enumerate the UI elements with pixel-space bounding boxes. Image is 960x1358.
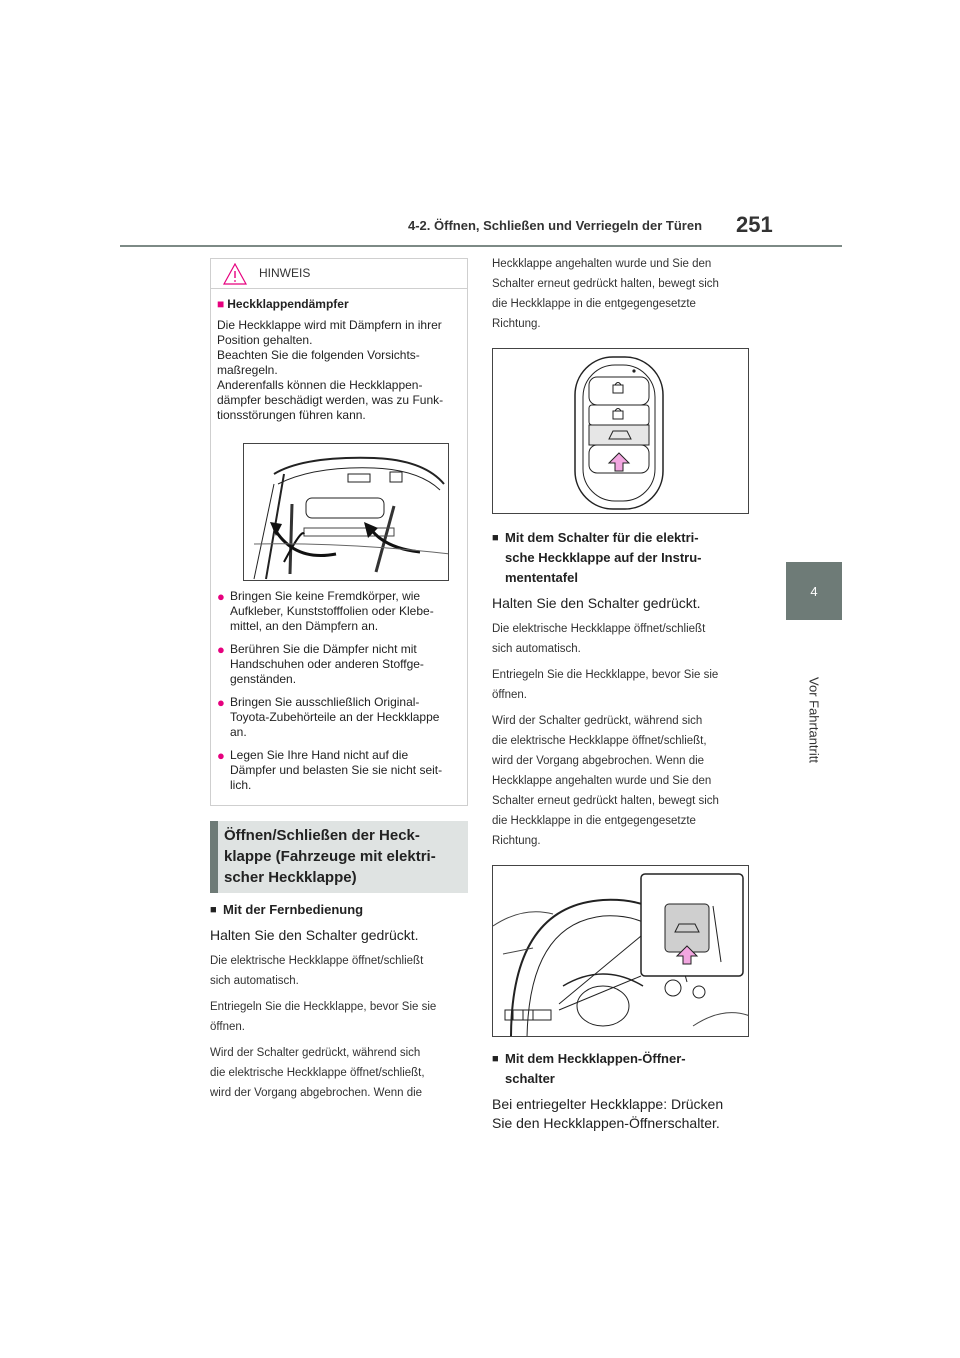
dashboard-switch-illustration (492, 865, 749, 1037)
chapter-tab[interactable]: 4 (786, 562, 842, 620)
square-bullet-icon: ■ (492, 532, 499, 544)
square-bullet-icon: ■ (210, 904, 217, 916)
opener-lead: Bei entriegelter Heckklappe: Drücken Sie den Heckklappen-Öffnerschalter. (492, 1096, 724, 1131)
warning-triangle-icon (223, 263, 247, 285)
header-rule (120, 245, 842, 247)
notice-bullet: ● Legen Sie Ihre Hand nicht auf die Dämpfer und belasten Sie sie nicht seit- lich. (217, 748, 443, 792)
notice-bullet: ● Bringen Sie keine Fremdkörper, wie Aufkleber, Kunststofffolien oder Klebe- mittel, an den Dämpfern an. (217, 589, 434, 633)
right-column (492, 254, 754, 1133)
dashboard-paragraph: Die elektrische Heckklappe öffnet/schließt sich automatisch. (492, 623, 706, 655)
bullet-dot-icon: ● (217, 748, 225, 763)
remote-key-illustration (492, 348, 749, 514)
remote-section (210, 900, 472, 1103)
running-header: 4-2. Öffnen, Schließen und Verriegeln der Türen (408, 218, 703, 233)
dashboard-heading: ■ Mit dem Schalter für die elektri- sche Heckklappe auf der Instru- mententafel (492, 528, 754, 588)
opener-heading: ■ Mit dem Heckklappen-Öffner- schalter (492, 1049, 754, 1089)
remote-paragraph: Wird der Schalter gedrückt, während sich die elektrische Heckklappe öffnet/schließt, wird der Vorgang abgebrochen. Wenn die (210, 1047, 425, 1099)
notice-paragraph: Die Heckklappe wird mit Dämpfern in ihrer Position gehalten. Beachten Sie die folgenden Vorsichts- maßregeln. Anderenfalls können die Heckklappen- dämpfer beschädigt werden, was zu Funk- tionsstörungen führen kann. (217, 318, 444, 422)
bullet-dot-icon: ● (217, 589, 225, 604)
remote-continued-paragraph: Heckklappe angehalten wurde und Sie den Schalter erneut gedrückt halten, bewegt sich die Heckklappe in die entgegengesetzte Richtung. (492, 258, 719, 330)
remote-lead: Halten Sie den Schalter gedrückt. (210, 927, 419, 943)
notice-label: HINWEIS (259, 266, 311, 280)
square-bullet-icon: ■ (492, 1053, 499, 1065)
square-bullet-icon: ■ (217, 297, 225, 311)
page-number: 251 (736, 212, 773, 237)
dashboard-paragraph: Wird der Schalter gedrückt, während sich die elektrische Heckklappe öffnet/schließt, wird der Vorgang abgebrochen. Wenn die Heckklappe angehalten wurde und Sie den Schalter erneut gedrückt halten, bewegt sich die Heckklappe in die entgegengesetzte Richtung. (492, 715, 719, 847)
tailgate-struts-illustration (243, 443, 449, 581)
chapter-label: Vor Fahrtantritt (806, 677, 822, 763)
remote-heading: ■ Mit der Fernbedienung (210, 900, 472, 920)
notice-header (211, 259, 467, 289)
notice-bullet: ● Berühren Sie die Dämpfer nicht mit Handschuhen oder anderen Stoffge- genständen. (217, 642, 424, 686)
remote-paragraph: Entriegeln Sie die Heckklappe, bevor Sie sie öffnen. (210, 1001, 437, 1033)
notice-heading: ■ Heckklappendämpfer (217, 297, 349, 311)
dashboard-lead: Halten Sie den Schalter gedrückt. (492, 595, 701, 611)
section-title: Öffnen/Schließen der Heck- klappe (Fahrzeuge mit elektri- scher Heckklappe) (210, 821, 468, 893)
notice-box (210, 258, 468, 806)
dashboard-paragraph: Entriegeln Sie die Heckklappe, bevor Sie sie öffnen. (492, 669, 719, 701)
remote-paragraph: Die elektrische Heckklappe öffnet/schließt sich automatisch. (210, 955, 424, 987)
notice-bullet: ● Bringen Sie ausschließlich Original- Toyota-Zubehörteile an der Heckklappe an. (217, 695, 440, 739)
bullet-dot-icon: ● (217, 695, 225, 710)
bullet-dot-icon: ● (217, 642, 225, 657)
